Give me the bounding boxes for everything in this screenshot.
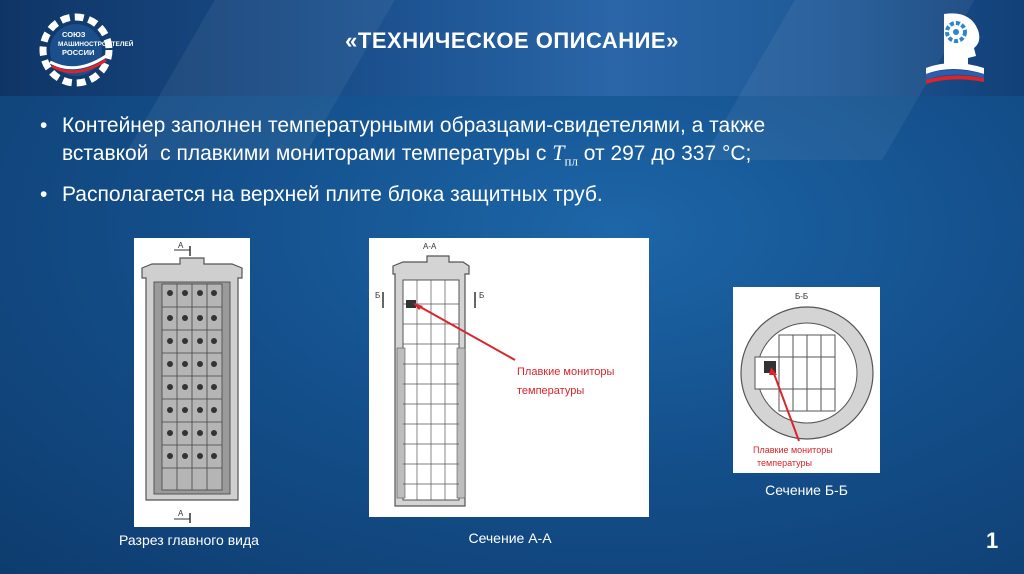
page-title: «ТЕХНИЧЕСКОЕ ОПИСАНИЕ» <box>345 28 679 53</box>
page-number: 1 <box>986 528 999 553</box>
bullet-list <box>40 112 980 215</box>
bullet-text: Располагается на верхней плите блока защитных труб. <box>62 183 603 207</box>
callout-label-line-2: температуры <box>757 458 813 468</box>
section-mark-bottom: А <box>178 509 184 518</box>
logo-text-line-2: МАШИНОСТРОИТЕЛЕЙ <box>58 41 134 48</box>
section-mark-right: Б <box>479 291 485 300</box>
logo-text-line-3: РОССИИ <box>62 48 95 57</box>
section-mark-left: Б <box>375 291 381 300</box>
bullet-dot: • <box>40 114 48 137</box>
section-bb-title: Б-Б <box>795 292 809 301</box>
section-bb-drawing <box>733 287 880 473</box>
engineer-profile-logo-icon <box>922 8 988 84</box>
section-aa-caption: Сечение А-А <box>468 530 552 546</box>
callout-label-line-2: температуры <box>517 385 585 397</box>
callout-label-line-1: Плавкие мониторы <box>753 445 833 455</box>
bullet-dot: • <box>40 183 48 207</box>
section-aa-title: А-А <box>423 242 437 251</box>
callout-label-line-1: Плавкие мониторы <box>517 366 615 378</box>
bullet-line-1: Контейнер заполнен температурными образцами-свидетелями, а также <box>62 114 766 137</box>
section-aa-drawing <box>369 238 649 517</box>
bullet-item <box>40 181 980 208</box>
melting-temp-symbol: $T_{пл}$ <box>552 140 578 169</box>
bullet-text <box>62 112 765 174</box>
logo-text-line-1: СОЮЗ <box>62 30 86 39</box>
main-view-drawing <box>134 238 250 527</box>
section-bb-caption: Сечение Б-Б <box>765 482 848 498</box>
bullet-item <box>40 112 980 174</box>
section-mark-top: А <box>178 241 184 250</box>
main-view-caption: Разрез главного вида <box>119 532 259 548</box>
bullet-line-2: вставкой с плавкими мониторами температуры с $T_{пл}$ от 297 до 337 °С; <box>62 140 752 169</box>
